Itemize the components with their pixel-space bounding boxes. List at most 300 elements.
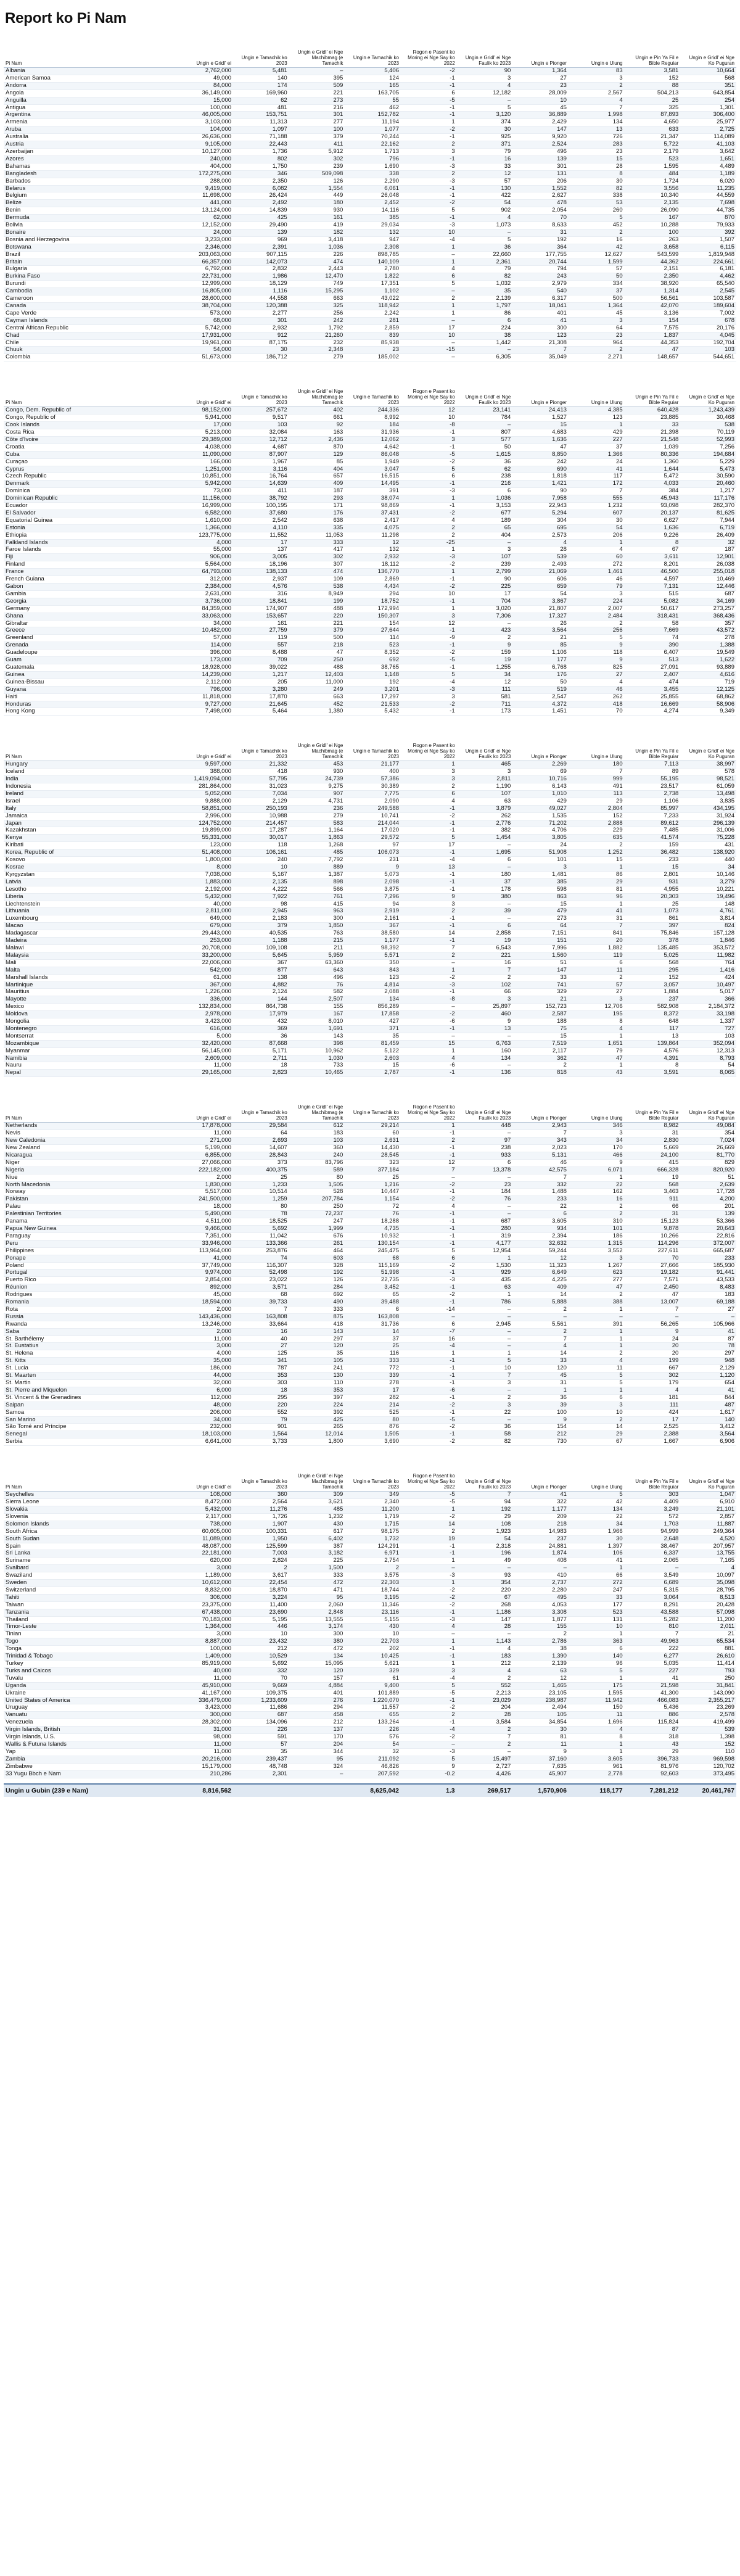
number-cell: 8,949 [289,590,345,598]
number-cell: 1,442 [457,339,513,347]
number-cell: 38,580 [345,930,401,938]
number-cell: 224 [569,598,625,605]
column-header: Ungin e Pionger [512,1473,569,1492]
country-name-cell: South Sudan [4,1535,177,1543]
table-row [4,273,736,281]
table-row [4,1741,736,1748]
number-cell: 1 [401,1558,457,1565]
number-cell: 824 [680,923,736,930]
table-row [4,1055,736,1062]
number-cell: 425 [289,1416,345,1424]
number-cell: 1 [569,1306,625,1313]
number-cell: 1,715 [345,1521,401,1528]
number-cell: 4,616 [680,671,736,679]
country-name-cell: Nauru [4,1062,177,1070]
number-cell: -1 [401,1225,457,1232]
number-cell: 25 [345,1343,401,1350]
number-cell: 704 [457,598,513,605]
number-cell: 1,967 [233,458,289,466]
number-cell: 1,233 [233,1181,289,1189]
number-cell: 5,432,000 [177,1506,233,1513]
number-cell: 247 [569,1587,625,1594]
number-cell: 6 [345,1306,401,1313]
number-cell: 27 [233,1343,289,1350]
number-cell: 2,242 [345,310,401,317]
number-cell: 1 [401,547,457,554]
number-cell: 4 [457,215,513,222]
number-cell: 116,307 [233,1262,289,1269]
number-cell: 8,850 [512,451,569,458]
number-cell: 3,867 [512,598,569,605]
number-cell: 140,109 [345,258,401,266]
number-cell: 472 [289,1580,345,1587]
number-cell: 353 [289,1387,345,1394]
number-cell: 10,741 [345,812,401,820]
number-cell: 205 [233,679,289,686]
data-table [4,743,736,1077]
number-cell: 635 [569,835,625,842]
number-cell: 278 [345,1380,401,1387]
number-cell: -1 [401,1284,457,1292]
number-cell: 16,669 [625,701,681,708]
number-cell: 4,222 [233,886,289,893]
number-cell: 138 [233,974,289,981]
number-cell: 249,364 [680,1528,736,1535]
number-cell: 41 [569,1558,625,1565]
number-cell: 12,470 [289,273,345,281]
column-header: Ungin e Ulung [569,1473,625,1492]
number-cell: 12,446 [680,584,736,591]
number-cell: – [457,1033,513,1040]
country-name-cell: Mayotte [4,996,177,1004]
number-cell: 5 [457,104,513,112]
number-cell: 186 [569,1232,625,1240]
number-cell: 22 [569,1181,625,1189]
table-row [4,192,736,200]
number-cell: 250 [680,1675,736,1682]
table-row [4,444,736,451]
number-cell: 39,733 [233,1299,289,1307]
number-cell: 3,136 [625,310,681,317]
number-cell: 237 [625,996,681,1004]
number-cell: 8,887,000 [177,1638,233,1646]
number-cell: 649,000 [177,915,233,923]
number-cell: 898 [289,878,345,886]
number-cell: 807 [457,429,513,436]
number-cell: 31,736 [345,1321,401,1328]
column-header: Ungin e Gridl' ei Nge Ko Puguran [680,1104,736,1123]
number-cell: 17 [401,842,457,849]
number-cell: 30,017 [233,835,289,842]
number-cell: 1,032 [457,281,513,288]
number-cell: 3,642 [680,148,736,155]
number-cell: 6 [457,1159,513,1166]
number-cell: 7,038,000 [177,871,233,878]
number-cell: 2,213 [457,1690,513,1697]
number-cell: 419 [289,222,345,229]
country-name-cell: Congo, Dem. Republic of [4,407,177,415]
number-cell: 78 [680,1343,736,1350]
number-cell: 20,744 [512,258,569,266]
table-row [4,1492,736,1499]
number-cell: – [512,1565,569,1572]
number-cell: 20,303 [625,893,681,901]
number-cell: 54 [512,590,569,598]
number-cell: 18,288 [345,1218,401,1226]
number-cell: 2,801 [625,871,681,878]
number-cell: 901 [233,1424,289,1431]
table-row [4,1321,736,1328]
number-cell: 5,941,000 [177,415,233,422]
table-row [4,613,736,620]
number-cell: 466,083 [625,1697,681,1704]
number-cell: 509,098 [289,170,345,178]
number-cell: 1,148 [345,671,401,679]
country-name-cell: St. Vincent & the Grenadines [4,1394,177,1402]
country-name-cell: Iceland [4,769,177,776]
number-cell: 34 [569,1521,625,1528]
number-cell: 2,350 [233,178,289,185]
column-header: Ungin e Gridl' ei Nge Machibmag (e Tamachik [289,389,345,407]
number-cell: 4,597 [625,576,681,584]
number-cell: 429 [512,798,569,805]
number-cell: 13,124,000 [177,207,233,215]
number-cell: 139 [512,155,569,163]
number-cell: 692 [289,1292,345,1299]
number-cell: 3,556 [625,185,681,192]
number-cell: 14,495 [345,481,401,488]
number-cell: 28,795 [680,1587,736,1594]
number-cell: – [401,288,457,295]
table-row [4,488,736,495]
number-cell: 1 [401,119,457,126]
table-row [4,1763,736,1770]
number-cell: 23,432 [233,1638,289,1646]
number-cell: 7,519 [512,1040,569,1047]
table-row [4,1145,736,1152]
number-cell: 1,398 [680,1734,736,1741]
number-cell: 8,832,000 [177,1587,233,1594]
number-cell: 98,392 [345,944,401,952]
country-name-cell: Myanmar [4,1047,177,1055]
number-cell: 240 [233,857,289,864]
number-cell: 79 [569,1047,625,1055]
number-cell: 27,759 [233,627,289,635]
number-cell: 120,702 [680,1763,736,1770]
number-cell: 5 [401,207,457,215]
number-cell: 607 [569,510,625,517]
number-cell: 4,372 [512,701,569,708]
number-cell: 107 [457,790,513,798]
country-name-cell: Lesotho [4,886,177,893]
number-cell: -1 [401,598,457,605]
number-cell: 2,436 [289,436,345,444]
country-name-cell: Canada [4,303,177,310]
number-cell: 98,175 [345,1528,401,1535]
number-cell: 411 [289,141,345,149]
number-cell: 1 [401,967,457,974]
table-block [4,743,736,1077]
number-cell: 8,483 [680,1284,736,1292]
number-cell: 33,063,000 [177,613,233,620]
number-cell: 109,375 [233,1690,289,1697]
number-cell: 41,000 [177,1255,233,1262]
number-cell: 126 [289,178,345,185]
number-cell: -2 [401,126,457,134]
number-cell: 6,855,000 [177,1152,233,1159]
number-cell: 738,000 [177,1521,233,1528]
number-cell: 45,910,000 [177,1682,233,1690]
country-name-cell: Vanuatu [4,1712,177,1719]
number-cell: 10,469 [680,576,736,584]
number-cell: 30 [569,1535,625,1543]
number-cell: 2,054 [512,207,569,215]
number-cell: 227 [625,1667,681,1675]
number-cell: 184 [345,422,401,429]
number-cell: 1 [401,761,457,769]
number-cell: 7 [569,923,625,930]
number-cell: 5,155 [345,1616,401,1624]
number-cell: 54,000 [177,347,233,354]
number-cell: 241,500,000 [177,1196,233,1203]
country-name-cell: Cyprus [4,466,177,473]
number-cell: 13,378 [457,1166,513,1174]
number-cell: 297 [289,1335,345,1343]
number-cell: 411 [233,488,289,495]
number-cell: 244,336 [345,407,401,415]
number-cell: 207,784 [289,1196,345,1203]
number-cell: 1,949 [345,458,401,466]
number-cell: 65 [457,524,513,532]
number-cell: 44,735 [680,207,736,215]
number-cell: 1,251,000 [177,466,233,473]
number-cell: 385 [512,878,569,886]
number-cell: 6 [401,89,457,97]
number-cell: 204 [457,1704,513,1712]
number-cell: 4,642 [345,444,401,451]
country-name-cell: Mozambique [4,1040,177,1047]
number-cell: 10,127,000 [177,148,233,155]
number-cell: 124,752,000 [177,820,233,827]
number-cell: 154 [345,620,401,627]
number-cell: 38,792 [233,495,289,503]
number-cell: 268 [457,1601,513,1609]
number-cell: 528 [289,1189,345,1196]
number-cell: 10 [233,1631,289,1638]
number-cell: 679,000 [177,923,233,930]
number-cell: 430 [345,1624,401,1631]
number-cell: 6,115 [680,244,736,251]
number-cell: 6,402 [289,1535,345,1543]
number-cell: 220 [457,1587,513,1594]
number-cell: 227,611 [625,1247,681,1255]
number-cell: 87,907 [233,451,289,458]
number-cell: 238 [457,473,513,481]
number-cell: 432 [233,1018,289,1026]
number-cell: 236 [289,805,345,812]
number-cell: 863 [512,893,569,901]
column-header: Ungin e Tamachik ko 2023 [345,389,401,407]
number-cell: 261 [289,1240,345,1247]
number-cell: 2,361 [457,258,513,266]
table-row [4,222,736,229]
number-cell: 98,869 [345,503,401,510]
number-cell: 222,182,000 [177,1166,233,1174]
number-cell: -1 [401,642,457,650]
number-cell: 33,198 [680,1011,736,1018]
number-cell: 1,507 [680,236,736,244]
number-cell: 870 [289,444,345,451]
number-cell: 5,199,000 [177,1145,233,1152]
number-cell: 14 [569,1424,625,1431]
number-cell: 36 [457,458,513,466]
country-name-cell: Kenya [4,835,177,842]
number-cell: 7,958 [512,495,569,503]
number-cell: 727 [680,1025,736,1033]
table-row [4,266,736,273]
number-cell: 589 [289,1166,345,1174]
number-cell: 1 [401,495,457,503]
number-cell: 1,837 [625,332,681,339]
number-cell: 598 [512,886,569,893]
number-cell: 1 [569,1565,625,1572]
number-cell: 10,497 [680,981,736,989]
table-row [4,981,736,989]
number-cell: 10,514 [233,1189,289,1196]
number-cell: 11,698,000 [177,192,233,200]
number-cell: 2,192,000 [177,886,233,893]
number-cell: 1,830,000 [177,1181,233,1189]
number-cell: 31 [625,1130,681,1137]
table-row [4,776,736,783]
number-cell: 1,380 [289,708,345,716]
table-row [4,671,736,679]
number-cell: 4 [457,1667,513,1675]
number-cell: 519 [512,686,569,693]
number-cell: -1 [401,923,457,930]
number-cell: 409 [289,481,345,488]
table-row [4,1661,736,1668]
number-cell: – [457,1565,513,1572]
number-cell: 206 [512,178,569,185]
number-cell: 17 [401,324,457,332]
number-cell: 963 [289,908,345,915]
number-cell: 13,498 [680,790,736,798]
country-name-cell: 33 Yugu Bbch e Nam [4,1770,177,1778]
number-cell: 63,360 [289,959,345,967]
number-cell: 12,152,000 [177,222,233,229]
country-name-cell: Nigeria [4,1166,177,1174]
country-name-cell: Samoa [4,1409,177,1416]
number-cell: 41 [512,317,569,324]
number-cell: 76 [345,1211,401,1218]
number-cell: 17,297 [345,693,401,701]
number-cell: 218 [512,1521,569,1528]
number-cell: 233 [512,1196,569,1203]
number-cell: 174,907 [233,605,289,613]
number-cell: 192 [289,1269,345,1277]
number-cell: 178 [457,886,513,893]
number-cell: 4,177 [457,1240,513,1247]
number-cell: 29 [569,878,625,886]
table-row [4,554,736,561]
number-cell: 969,598 [680,1756,736,1763]
number-cell: 250 [289,657,345,664]
table-row [4,1380,736,1387]
number-cell: 150,307 [345,613,401,620]
number-cell: -1 [401,112,457,119]
number-cell: 119 [569,952,625,959]
number-cell: 147 [512,967,569,974]
number-cell: 1,724 [625,178,681,185]
number-cell: 3 [457,1402,513,1409]
number-cell: 3 [457,75,513,82]
table-row [4,466,736,473]
number-cell: 9 [512,1416,569,1424]
number-cell: 784 [457,415,513,422]
country-name-cell: Ponape [4,1255,177,1262]
number-cell: – [457,229,513,236]
number-cell: 179 [625,1380,681,1387]
number-cell: 458 [289,1712,345,1719]
country-name-cell: Ukraine [4,1690,177,1697]
totals-cell: 8,625,042 [345,1784,401,1797]
number-cell: 51 [512,959,569,967]
number-cell: 329 [345,1667,401,1675]
number-cell: 2,443 [289,266,345,273]
number-cell: -5 [401,1499,457,1506]
totals-cell [289,1784,345,1797]
country-name-cell: Britain [4,258,177,266]
country-name-cell: Hungary [4,761,177,769]
number-cell: 1,217 [680,488,736,495]
number-cell: 30 [569,178,625,185]
number-cell: 9,878 [625,1225,681,1232]
number-cell: 2 [569,82,625,89]
number-cell: 37,680 [233,510,289,517]
number-cell: 101 [512,857,569,864]
table-row [4,1646,736,1653]
number-cell: 51,908 [512,849,569,857]
number-cell: 3 [401,148,457,155]
number-cell: -14 [401,1306,457,1313]
totals-label: Ungin u Gubin (239 e Nam) [4,1784,177,1797]
number-cell: -4 [401,236,457,244]
number-cell: 1,552 [512,185,569,192]
table-row [4,1624,736,1631]
number-cell: 15 [625,864,681,872]
country-name-cell: Luxembourg [4,915,177,923]
number-cell: 254 [680,97,736,104]
number-cell: 92,603 [625,1770,681,1778]
country-name-cell: Burkina Faso [4,273,177,281]
number-cell: 657 [289,473,345,481]
number-cell: 500 [569,295,625,303]
number-cell: – [512,1313,569,1321]
number-cell: 367,000 [177,981,233,989]
country-name-cell: Hong Kong [4,708,177,716]
number-cell: 51 [680,1174,736,1181]
table-row [4,805,736,812]
number-cell: 18,752 [345,598,401,605]
table-row [4,1123,736,1130]
number-cell: 194,684 [680,451,736,458]
number-cell: 23 [345,347,401,354]
table-row [4,1587,736,1594]
table-row [4,1062,736,1070]
number-cell: 3,005 [233,554,289,561]
number-cell: 20,176 [680,324,736,332]
